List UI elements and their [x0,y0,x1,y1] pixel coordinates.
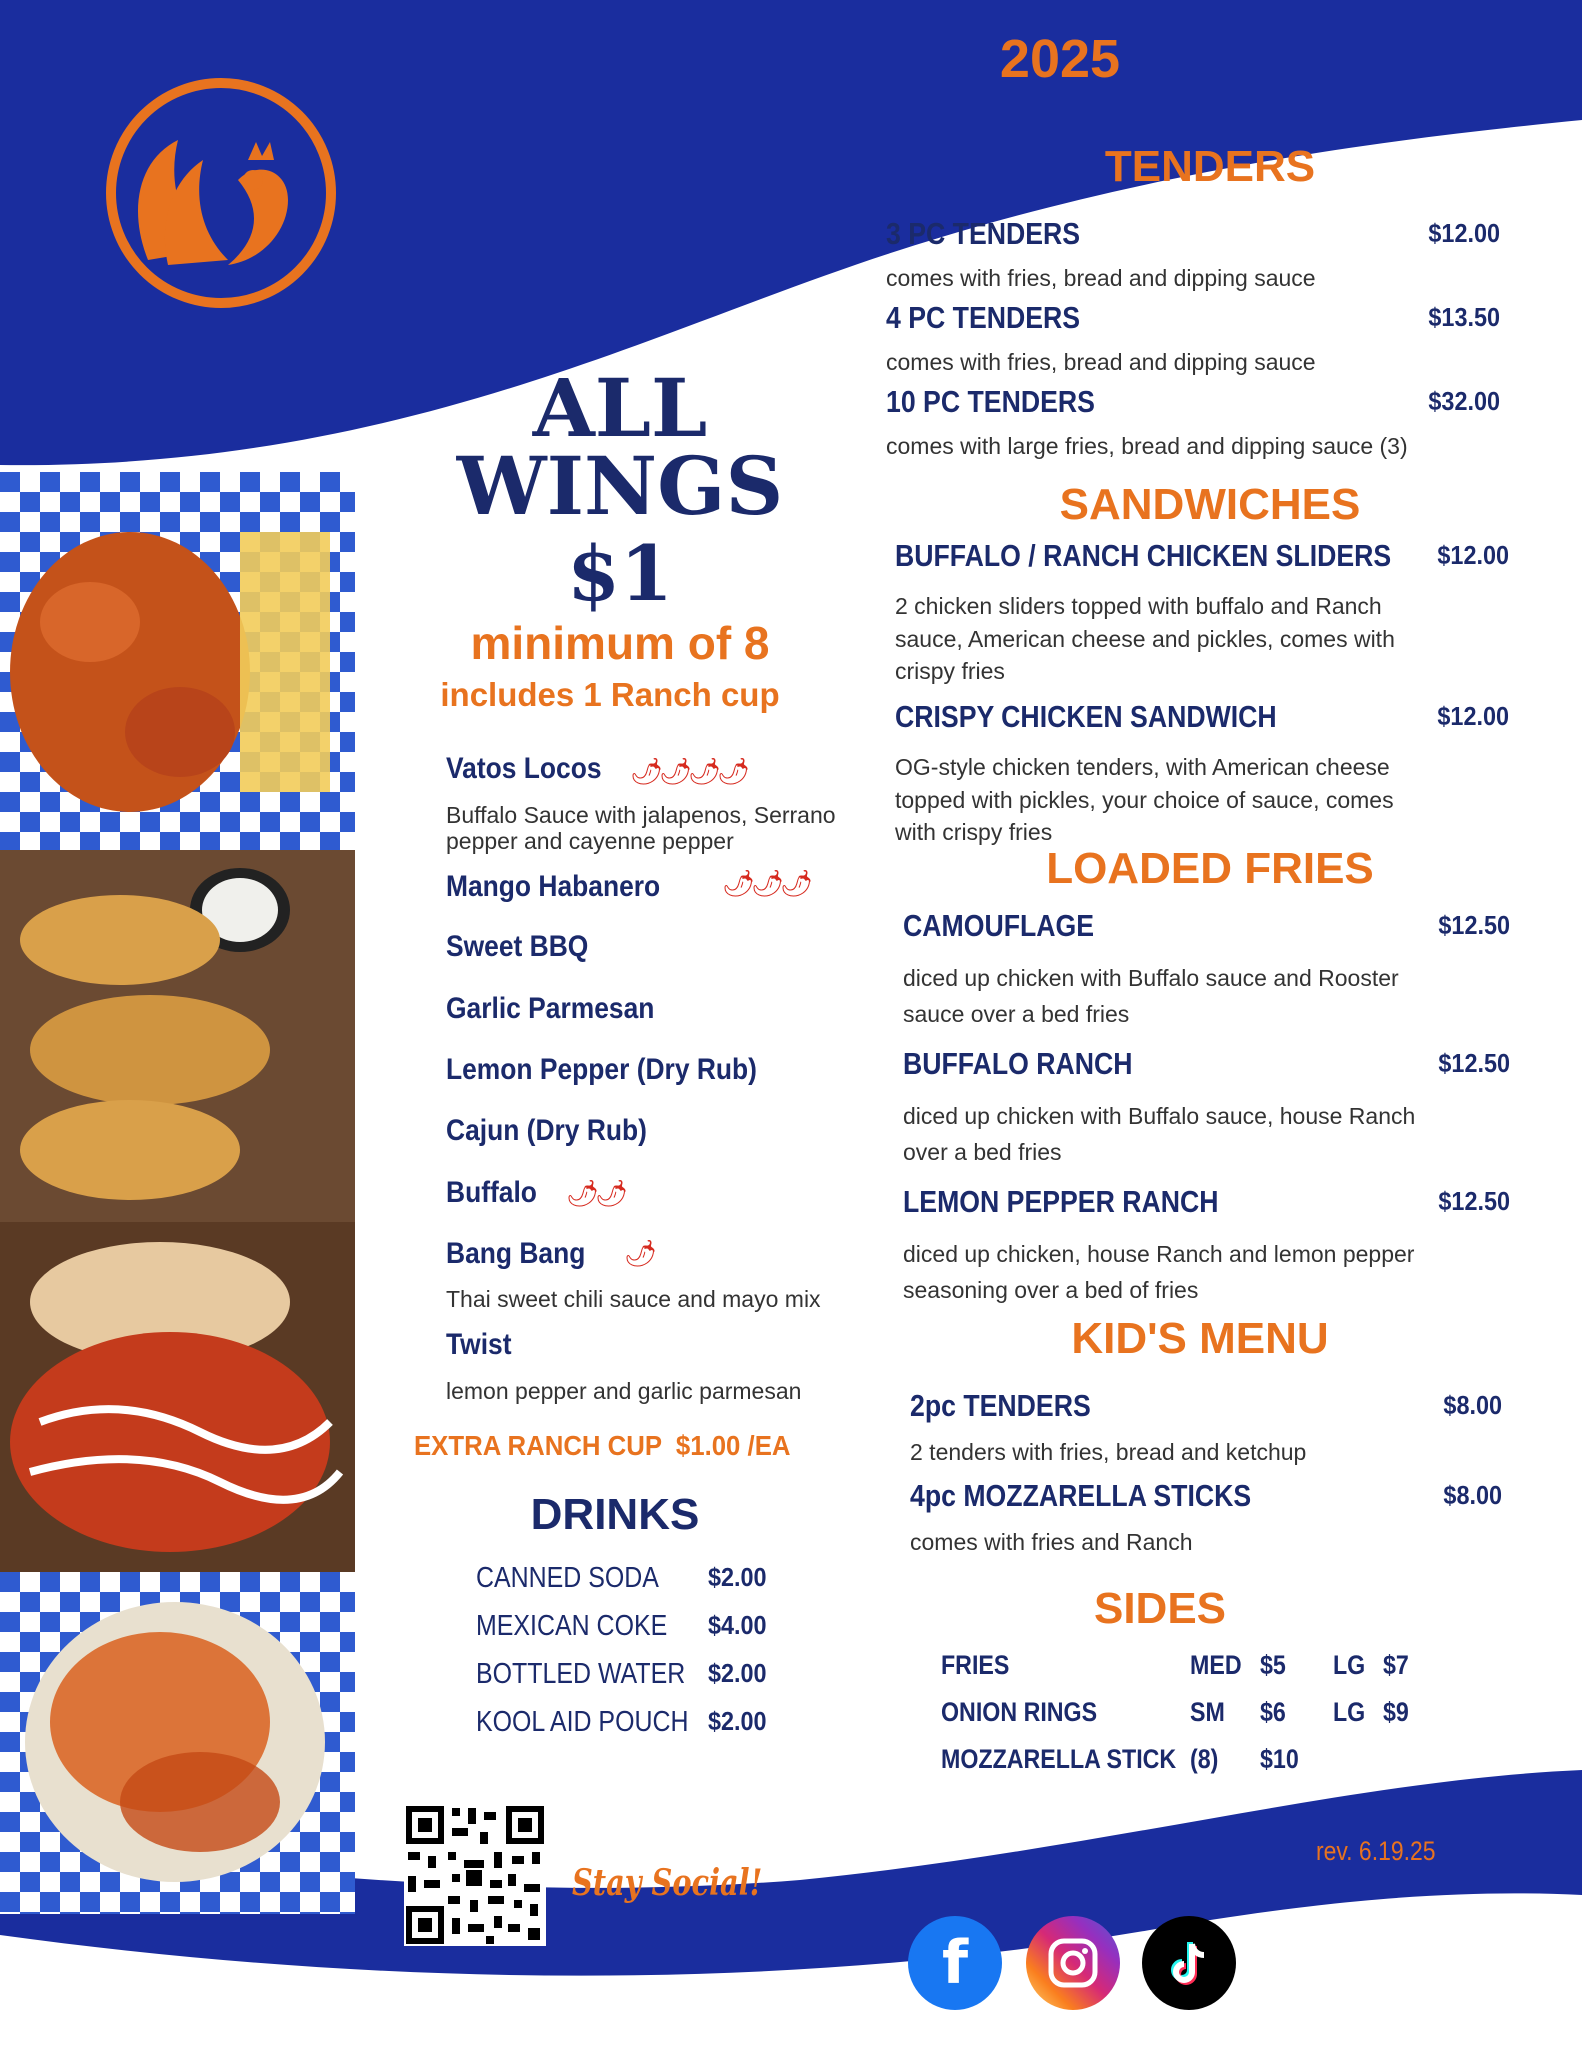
menu-item-desc: diced up chicken with Buffalo sauce and Rooster [903,965,1399,991]
flavor-name: Sweet BBQ [446,930,589,963]
flavor-name: Mango Habanero [446,870,661,903]
flavor-name: Lemon Pepper (Dry Rub) [446,1053,757,1086]
drink-name: CANNED SODA [476,1562,659,1594]
flavor-desc: Thai sweet chili sauce and mayo mix [446,1286,821,1312]
drink-price: $2.00 [708,1658,767,1688]
kids-menu-title: KID'S MENU [1071,1314,1329,1363]
flavor-name: Garlic Parmesan [446,992,655,1025]
sandwich-photo [0,1222,355,1572]
menu-item-desc: over a bed fries [903,1139,1062,1165]
flavor-name: Twist [446,1328,512,1361]
menu-item-desc: diced up chicken, house Ranch and lemon pepper [903,1241,1415,1267]
side-name: FRIES [941,1650,1010,1680]
menu-item-name: BUFFALO RANCH [903,1046,1133,1081]
tiktok-icon[interactable] [1142,1916,1236,2010]
side-name: MOZZARELLA STICK [941,1744,1177,1774]
menu-item-desc: diced up chicken with Buffalo sauce, house Ranch [903,1103,1416,1129]
side-size: (8) [1190,1744,1219,1774]
drink-price: $4.00 [708,1610,767,1640]
menu-item-name: 2pc TENDERS [910,1388,1091,1423]
sandwiches-title: SANDWICHES [1059,480,1361,529]
flavor-desc: lemon pepper and garlic parmesan [446,1378,802,1404]
drink-name: BOTTLED WATER [476,1658,686,1690]
drink-name: MEXICAN COKE [476,1610,668,1642]
instagram-icon[interactable] [1026,1916,1120,2010]
loaded-fries-photo [0,1572,355,1914]
menu-item-desc: with crispy fries [895,819,1053,845]
side-price: $10 [1260,1744,1299,1774]
side-price: $9 [1383,1697,1409,1727]
side-price: $7 [1383,1650,1409,1680]
side-size: MED [1190,1650,1242,1680]
stay-social-text: Stay Social! [572,1862,763,1904]
menu-item-price: $12.50 [1438,1186,1510,1216]
menu-item-name: 10 PC TENDERS [886,384,1095,419]
menu-item-price: $12.50 [1438,1048,1510,1078]
menu-item-desc: 2 tenders with fries, bread and ketchup [910,1439,1307,1465]
side-name: ONION RINGS [941,1697,1098,1727]
menu-item-desc: sauce over a bed fries [903,1001,1130,1027]
side-price: $6 [1260,1697,1286,1727]
menu-item-desc: comes with large fries, bread and dipping sauce (3) [886,433,1408,459]
drink-name: KOOL AID POUCH [476,1706,689,1738]
drink-price: $2.00 [708,1562,767,1592]
wings-headline-price: $1 [567,529,673,618]
side-size: SM [1190,1697,1225,1727]
wings-headline-2: WINGS [456,439,784,533]
tenders-photo [0,850,355,1222]
menu-item-price: $8.00 [1443,1480,1502,1510]
brand-logo [88,60,354,326]
menu-item-name: BUFFALO / RANCH CHICKEN SLIDERS [895,538,1392,573]
qr-code[interactable] [404,1804,546,1946]
flavor-name: Vatos Locos [446,752,602,785]
sides-title: SIDES [1093,1584,1227,1633]
menu-item-price: $12.00 [1437,701,1509,731]
menu-item-desc: 2 chicken sliders topped with buffalo and Ranch [895,593,1382,619]
menu-year: 2025 [999,29,1121,89]
menu-item-price: $12.50 [1438,910,1510,940]
chili-pepper-icon: 🌶🌶 [566,1178,625,1208]
chili-pepper-icon: 🌶🌶🌶 [722,868,810,898]
menu-item-desc: topped with pickles, your choice of sauce, comes [895,787,1394,813]
menu-item-desc: comes with fries and Ranch [910,1529,1193,1555]
wings-minimum: minimum of 8 [470,617,770,669]
side-price: $5 [1260,1650,1286,1680]
extra-ranch-price: EXTRA RANCH CUP $1.00 /EA [414,1430,791,1461]
flavor-name: Cajun (Dry Rub) [446,1114,647,1147]
drink-price: $2.00 [708,1706,767,1736]
wings-headline-1: ALL [532,361,708,455]
revision-date: rev. 6.19.25 [1316,1836,1436,1866]
wings-includes: includes 1 Ranch cup [440,676,780,713]
menu-item-name: CRISPY CHICKEN SANDWICH [895,699,1277,734]
wings-photo [0,472,355,850]
menu-item-desc: comes with fries, bread and dipping sauce [886,349,1316,375]
facebook-icon[interactable]: f [908,1916,1002,2010]
drinks-title: DRINKS [530,1490,700,1539]
menu-item-name: 3 PC TENDERS [886,216,1081,251]
loaded-fries-title: LOADED FRIES [1046,844,1374,893]
menu-item-price: $12.00 [1428,218,1500,248]
menu-item-price: $12.00 [1437,540,1509,570]
menu-item-price: $8.00 [1443,1390,1502,1420]
flavor-desc: Buffalo Sauce with jalapenos, Serrano pepper and cayenne pepper [446,802,836,854]
menu-item-desc: OG-style chicken tenders, with American cheese [895,754,1390,780]
tenders-title: TENDERS [1104,142,1316,191]
menu-item-name: 4 PC TENDERS [886,300,1081,335]
menu-item-price: $32.00 [1428,386,1500,416]
menu-item-desc: comes with fries, bread and dipping sauce [886,265,1316,291]
menu-item-name: 4pc MOZZARELLA STICKS [910,1478,1252,1513]
menu-item-desc: sauce, American cheese and pickles, comes with [895,626,1395,652]
chili-pepper-icon: 🌶 [624,1238,654,1268]
side-size: LG [1333,1650,1366,1680]
menu-item-desc: crispy fries [895,658,1005,684]
flavor-name: Buffalo [446,1176,537,1209]
menu-item-name: LEMON PEPPER RANCH [903,1184,1219,1219]
menu-item-desc: seasoning over a bed of fries [903,1277,1199,1303]
menu-item-name: CAMOUFLAGE [903,908,1095,943]
flavor-name: Bang Bang [446,1237,586,1270]
side-size: LG [1333,1697,1366,1727]
chili-pepper-icon: 🌶🌶🌶🌶 [630,756,747,786]
menu-item-price: $13.50 [1428,302,1500,332]
